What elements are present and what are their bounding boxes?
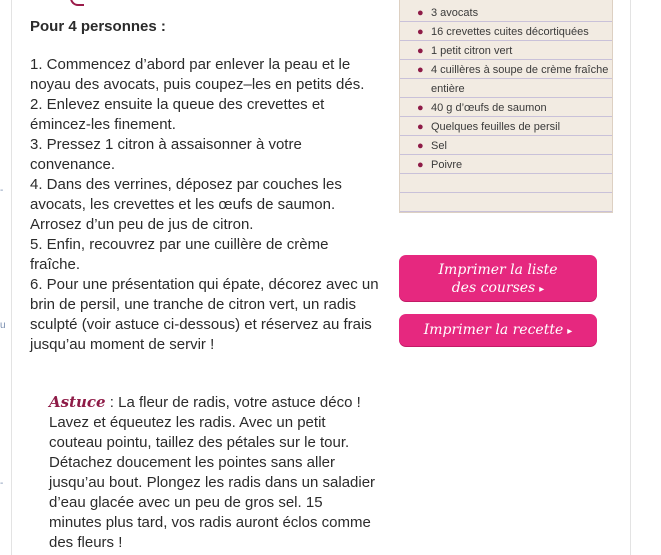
bullet-icon: ● [417, 140, 424, 152]
button-label-line1: Imprimer la liste [438, 262, 558, 278]
tip-block [49, 392, 379, 553]
step-item: 1. Commencez d’abord par enlever la peau et le noyau des avocats, puis coupez–les en petits dés. [30, 56, 365, 93]
step-item: 5. Enfin, recouvrez par une cuillère de crème fraîche. [30, 236, 329, 273]
recipe-instructions [30, 17, 380, 355]
ingredient-item [414, 4, 612, 23]
ingredient-label: 1 petit citron vert [431, 45, 513, 57]
servings-heading: Pour 4 personnes : [30, 18, 166, 35]
bullet-icon: ● [417, 121, 424, 133]
bullet-icon: ● [417, 102, 424, 114]
left-edge-fragment: - [0, 185, 4, 196]
bullet-icon: ● [417, 159, 424, 171]
ingredients-list [400, 0, 612, 175]
button-label-text: des courses [451, 280, 536, 296]
ingredient-item [414, 118, 612, 137]
step-item: 2. Enlevez ensuite la queue des crevettes et émincez-les finement. [30, 96, 325, 133]
ingredient-label: 40 g d’œufs de saumon [431, 102, 547, 114]
left-edge-fragment: - [0, 478, 4, 489]
ingredient-label: Quelques feuilles de persil [431, 121, 561, 133]
step-item: 4. Dans des verrines, déposez par couches les avocats, les crevettes et les œufs de saumon. Arrosez d’un peu de jus de citron. [30, 176, 342, 233]
ingredient-label: Sel [431, 140, 447, 152]
steps-list [30, 55, 380, 355]
button-label: Imprimer la recette [423, 322, 564, 338]
tip-label: Astuce [49, 393, 106, 411]
ingredient-label: 3 avocats [431, 7, 479, 19]
left-edge-fragment: u [0, 320, 6, 331]
ingredient-label: 16 crevettes cuites décortiquées [431, 26, 589, 38]
ingredient-item [414, 99, 612, 118]
print-recipe-button[interactable] [399, 314, 597, 346]
tip-text: : La fleur de radis, votre astuce déco ! Lavez et équeutez les radis. Avec un petit couteau pointu, taillez des pétales sur le tour. Détachez doucement les pointes sans aller jusqu’au bout. Plongez les radis dans un saladier d’eau glacée avec un peu de gros sel. 15 minutes plus tard, vos radis auront éclos comme des fleurs ! [49, 394, 376, 551]
ingredient-item [414, 23, 612, 42]
ingredient-label: 4 cuillères à soupe de crème fraîche entière [431, 64, 609, 95]
step-item: 3. Pressez 1 citron à assaisonner à votre convenance. [30, 136, 302, 173]
bullet-icon: ● [417, 45, 424, 57]
step-item: 6. Pour une présentation qui épate, décorez avec un brin de persil, une tranche de citron vert, un radis sculpté (voir astuce ci-dessous) et réservez au frais jusqu’au moment de servir ! [30, 276, 379, 353]
button-label-line2 [399, 279, 597, 299]
ingredient-item [414, 137, 612, 156]
bullet-icon: ● [417, 26, 424, 38]
ingredient-label: Poivre [431, 159, 463, 171]
bullet-icon: ● [417, 64, 424, 76]
ingredient-item [414, 156, 612, 175]
ingredients-panel [399, 0, 613, 213]
bullet-icon: ● [417, 7, 424, 19]
ingredient-item [414, 42, 612, 61]
ingredient-item [414, 61, 612, 99]
arrow-right-icon: ▸ [539, 284, 545, 295]
arrow-right-icon: ▸ [567, 326, 573, 337]
print-shopping-list-button[interactable] [399, 255, 597, 301]
